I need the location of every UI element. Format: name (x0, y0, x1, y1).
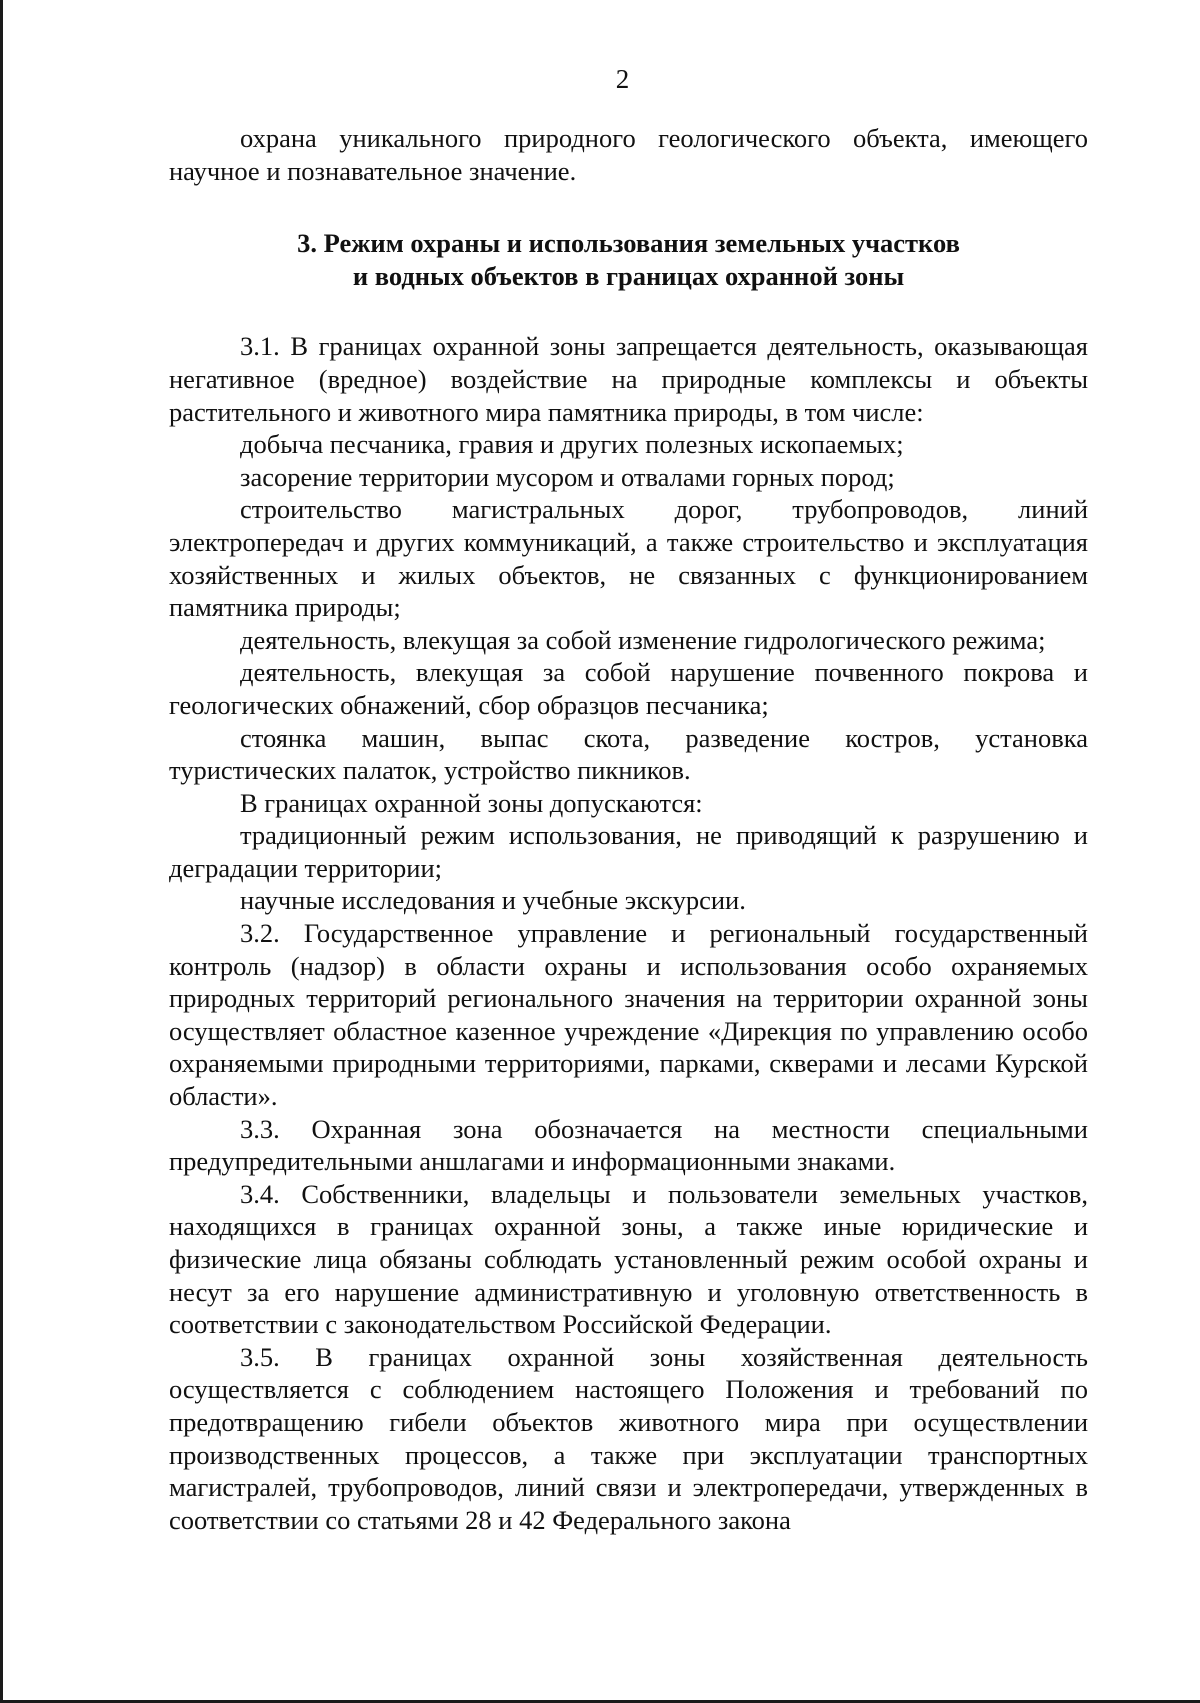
list-item-camping: стоянка машин, выпас скота, разведение костров, установка туристических палаток, устройство пикников. (169, 722, 1088, 786)
section-heading-line-1: 3. Режим охраны и использования земельных участков (297, 228, 960, 259)
page-number: 2 (615, 64, 630, 94)
scan-edge-left (0, 0, 3, 1703)
allowed-item-traditional-use: традиционный режим использования, не приводящий к разрушению и деградации территории; (169, 820, 1088, 883)
paragraph-3-1: 3.1. В границах охранной зоны запрещается деятельность, оказывающая негативное (вредное) воздействие на природные комплексы и объекты растительного и животного мира памятника природы, в том числе: (169, 331, 1088, 427)
paragraph-3-2: 3.2. Государственное управление и региональный государственный контроль (надзор) в области охраны и использования особо охраняемых природных территорий регионального значения на территории охранной зоны осуществляет областное казенное учреждение «Дирекция по управлению особо охраняемыми природными территориями, парками, скверами и лесами Курской области». (169, 918, 1088, 1112)
list-item-hydrology: деятельность, влекущая за собой изменение гидрологического режима; (240, 624, 1046, 655)
list-item-soil-disturbance: деятельность, влекущая за собой нарушение почвенного покрова и геологических обнажений, сбор образцов песчаника; (169, 657, 1088, 720)
allowed-item-research: научные исследования и учебные экскурсии. (240, 885, 746, 916)
list-item-construction: строительство магистральных дорог, трубопроводов, линий электропередач и других коммуникаций, а также строительство и эксплуатация хозяйственных и жилых объектов, не связанных с функционированием памятника природы; (169, 494, 1088, 623)
section-heading-line-2: и водных объектов в границах охранной зоны (352, 260, 905, 291)
list-item-sand-mining: добыча песчаника, гравия и других полезных ископаемых; (240, 429, 904, 460)
paragraph-3-5: 3.5. В границах охранной зоны хозяйственная деятельность осуществляется с соблюдением настоящего Положения и требований по предотвращению гибели объектов животного мира при осуществлении производственных процессов, а также при эксплуатации транспортных магистралей, трубопроводов, линий связи и электропередачи, утвержденных в соответствии со статьями 28 и 42 Федерального закона (169, 1341, 1088, 1535)
paragraph-3-3: 3.3. Охранная зона обозначается на местности специальными предупредительными аншлагами и информационными знаками. (169, 1113, 1088, 1177)
list-item-littering: засорение территории мусором и отвалами горных пород; (240, 461, 895, 492)
intro-paragraph: охрана уникального природного геологического объекта, имеющего научное и познавательное значение. (169, 123, 1088, 186)
document-body (169, 122, 1088, 1536)
section-heading (169, 227, 1088, 292)
paragraph-3-4: 3.4. Собственники, владельцы и пользователи земельных участков, находящихся в границах охранной зоны, а также иные юридические и физические лица обязаны соблюдать установленный режим особой охраны и несут за его нарушение административную и уголовную ответственность в соответствии с законодательством Российской Федерации. (169, 1178, 1088, 1340)
allowed-intro: В границах охранной зоны допускаются: (240, 787, 703, 818)
